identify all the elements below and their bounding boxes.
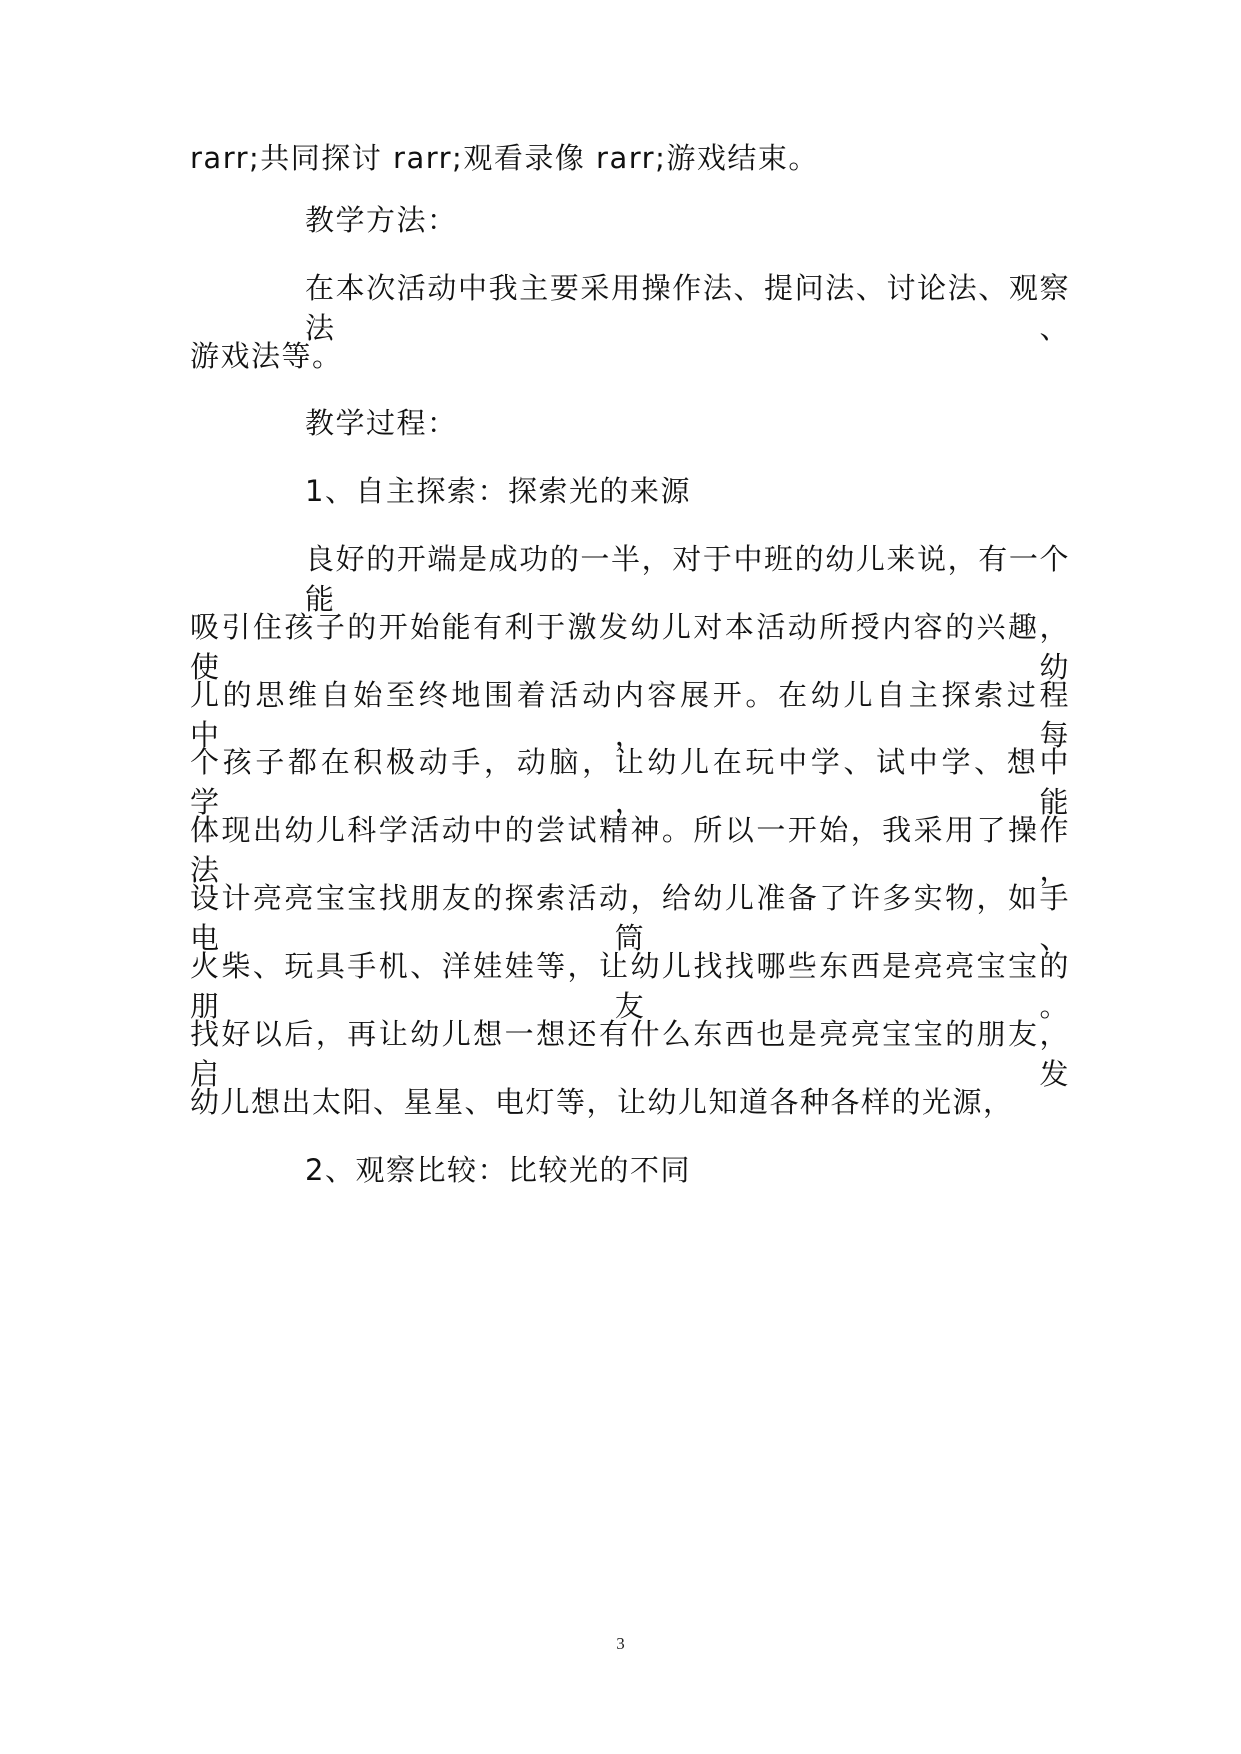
- body-text-line: rarr;共同探讨 rarr;观看录像 rarr;游戏结束。: [190, 141, 819, 175]
- body-text-line: 个孩子都在积极动手，动脑，让幼儿在玩中学、试中学、想中学，能: [190, 745, 1070, 819]
- body-text-line: 良好的开端是成功的一半，对于中班的幼儿来说，有一个能: [305, 542, 1070, 616]
- body-text-line: 火柴、玩具手机、洋娃娃等，让幼儿找找哪些东西是亮亮宝宝的朋友。: [190, 949, 1070, 1023]
- subsection-heading-1: 1、自主探索：探索光的来源: [305, 474, 691, 508]
- body-text-line: 游戏法等。: [190, 339, 343, 373]
- section-heading-teaching-method: 教学方法：: [305, 203, 458, 237]
- body-text-line: 体现出幼儿科学活动中的尝试精神。所以一开始，我采用了操作法，: [190, 813, 1070, 887]
- section-heading-teaching-process: 教学过程：: [305, 406, 458, 440]
- body-text-line: 儿的思维自始至终地围着活动内容展开。在幼儿自主探索过程中，每: [190, 678, 1070, 752]
- body-text-line: 幼儿想出太阳、星星、电灯等，让幼儿知道各种各样的光源，: [190, 1085, 1014, 1119]
- subsection-heading-2: 2、观察比较：比较光的不同: [305, 1153, 691, 1187]
- body-text-line: 在本次活动中我主要采用操作法、提问法、讨论法、观察法、: [305, 271, 1070, 345]
- body-text-line: 找好以后，再让幼儿想一想还有什么东西也是亮亮宝宝的朋友，启发: [190, 1017, 1070, 1091]
- page-number: 3: [616, 1634, 625, 1653]
- body-text-line: 设计亮亮宝宝找朋友的探索活动，给幼儿准备了许多实物，如手电筒、: [190, 881, 1070, 955]
- body-text-line: 吸引住孩子的开始能有利于激发幼儿对本活动所授内容的兴趣，使幼: [190, 610, 1070, 684]
